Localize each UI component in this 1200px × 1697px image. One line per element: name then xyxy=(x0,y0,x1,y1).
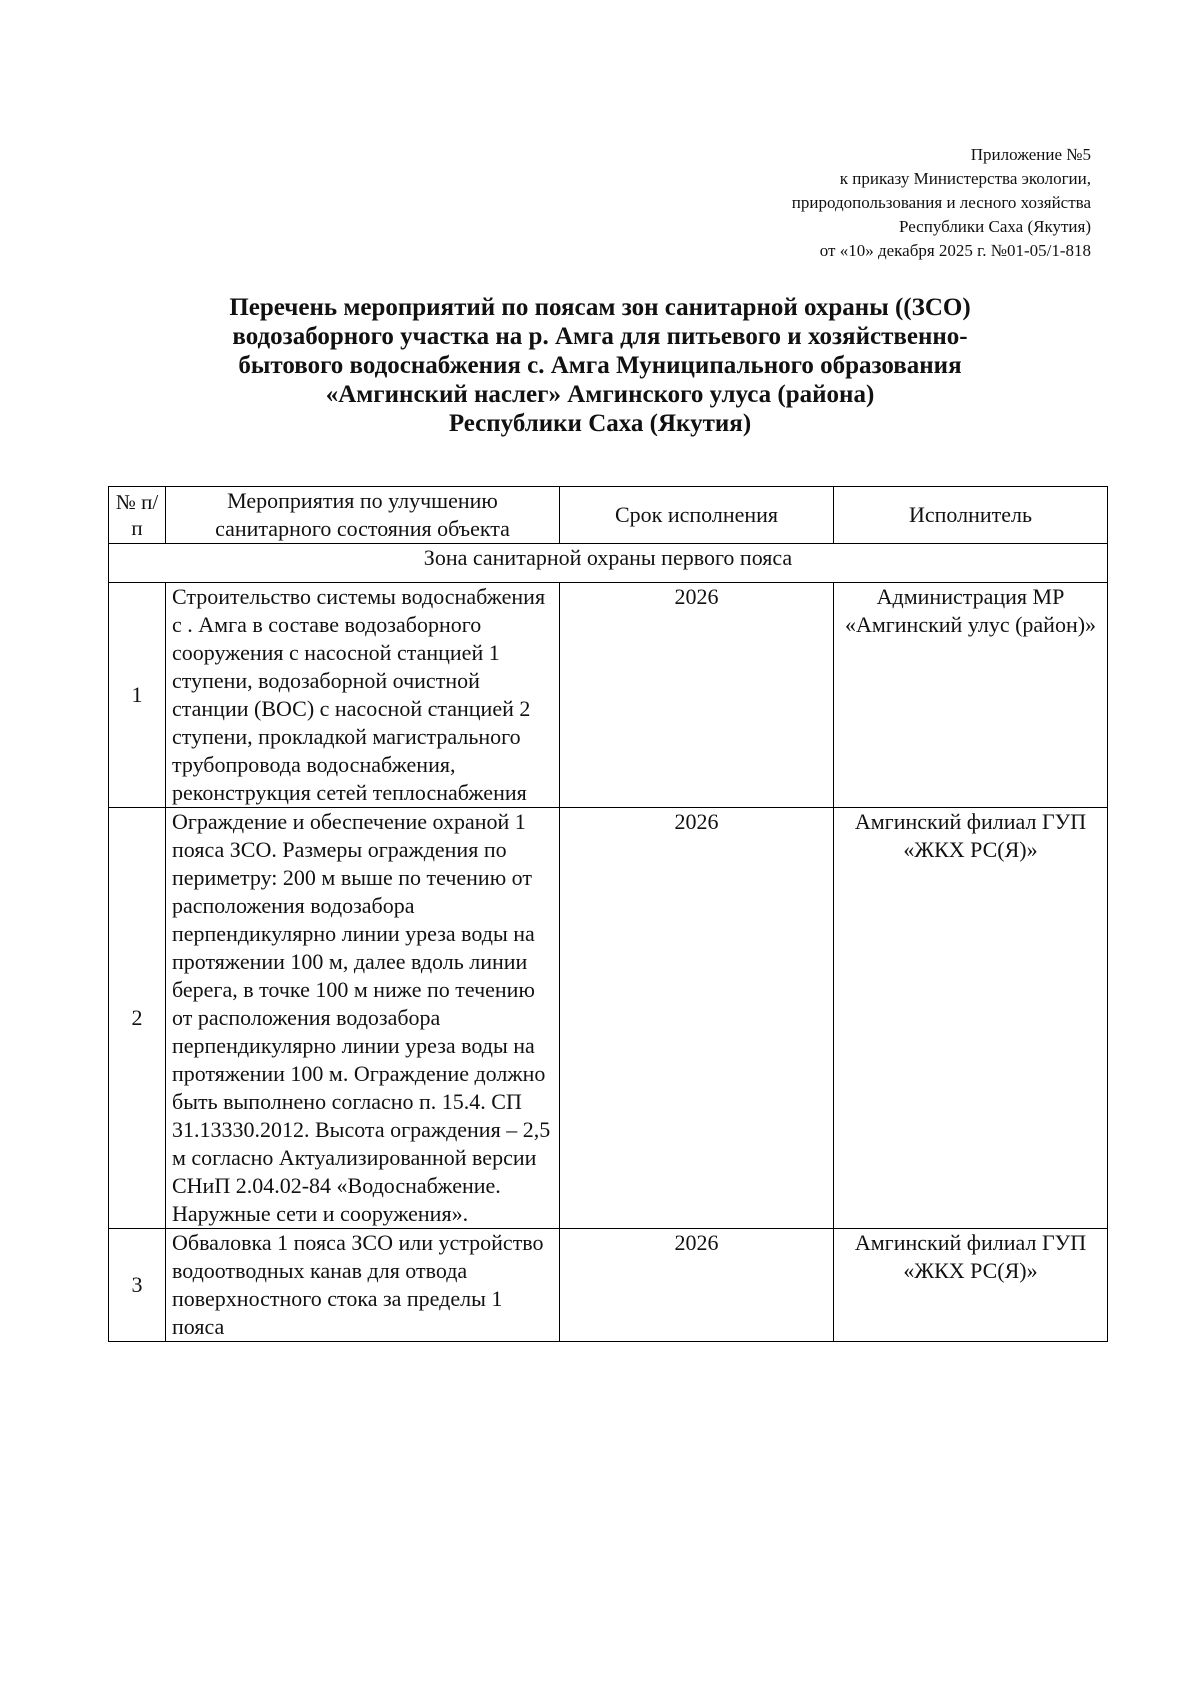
title-line: Республики Саха (Якутия) xyxy=(448,410,752,437)
table-row xyxy=(109,808,1108,1229)
table-row xyxy=(109,583,1108,808)
row-measure: Строительство системы водоснабжения с . Амга в составе водозаборного сооружения с насосной станцией 1 ступени, водозаборной очистной станции (ВОС) с насосной станцией 2 ступени, прокладкой магистрального трубопровода водоснабжения, реконструкция сетей теплоснабжения xyxy=(166,583,560,808)
table-header-row xyxy=(109,487,1108,544)
row-num: 3 xyxy=(109,1229,166,1342)
header-measures: Мероприятия по улучшению санитарного состояния объекта xyxy=(166,487,560,544)
title-line: водозаборного участка на р. Амга для питьевого и хозяйственно- xyxy=(232,323,968,350)
measures-table xyxy=(108,486,1108,1342)
row-term: 2026 xyxy=(560,583,834,808)
section-title: Зона санитарной охраны первого пояса xyxy=(109,544,1108,583)
header-term: Срок исполнения xyxy=(560,487,834,544)
row-num: 2 xyxy=(109,808,166,1229)
row-executor: Амгинский филиал ГУП «ЖКХ РС(Я)» xyxy=(834,808,1108,1229)
header-executor: Исполнитель xyxy=(834,487,1108,544)
title-line: бытового водоснабжения с. Амга Муниципального образования xyxy=(238,352,962,379)
appendix-line: Приложение №5 xyxy=(970,145,1091,164)
header-num: № п/п xyxy=(109,487,166,544)
row-executor: Администрация МР «Амгинский улус (район)» xyxy=(834,583,1108,808)
appendix-block xyxy=(792,143,1091,263)
document-title xyxy=(100,293,1100,438)
appendix-line: природопользования и лесного хозяйства xyxy=(791,193,1091,212)
title-line: Перечень мероприятий по поясам зон санитарной охраны ((ЗСО) xyxy=(229,294,971,321)
row-term: 2026 xyxy=(560,808,834,1229)
section-row xyxy=(109,544,1108,583)
row-term: 2026 xyxy=(560,1229,834,1342)
appendix-line: Республики Саха (Якутия) xyxy=(898,217,1091,236)
table-row xyxy=(109,1229,1108,1342)
row-num: 1 xyxy=(109,583,166,808)
row-executor: Амгинский филиал ГУП «ЖКХ РС(Я)» xyxy=(834,1229,1108,1342)
appendix-line: к приказу Министерства экологии, xyxy=(839,169,1091,188)
row-measure: Ограждение и обеспечение охраной 1 пояса ЗСО. Размеры ограждения по периметру: 200 м выше по течению от расположения водозабора перпендикулярно линии уреза воды на протяжении 100 м, далее вдоль линии берега, в точке 100 м ниже по течению от расположения водозабора перпендикулярно линии уреза воды на протяжении 100 м. Ограждение должно быть выполнено согласно п. 15.4. СП 31.13330.2012. Высота ограждения – 2,5 м согласно Актуализированной версии СНиП 2.04.02-84 «Водоснабжение. Наружные сети и сооружения». xyxy=(166,808,560,1229)
appendix-line: от «10» декабря 2025 г. №01-05/1-818 xyxy=(819,241,1091,260)
title-line: «Амгинский наслег» Амгинского улуса (района) xyxy=(325,381,875,408)
row-measure: Обваловка 1 пояса ЗСО или устройство водоотводных канав для отвода поверхностного стока за пределы 1 пояса xyxy=(166,1229,560,1342)
